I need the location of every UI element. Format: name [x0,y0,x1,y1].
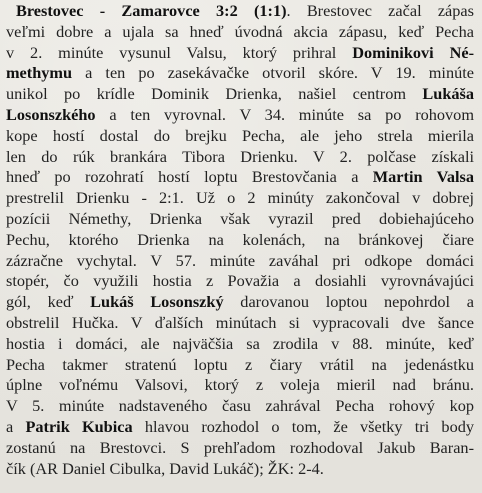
text-run: zázračne vychytal. V 57. minúte zaváhal pri odkope domáci [6,250,474,270]
article-line [6,147,474,168]
article-line [6,43,474,64]
article-line [6,334,474,355]
article-line [6,209,474,230]
text-run: pozícii Némethy, Drienka však vyrazil pred dobiehajúceho [6,208,474,228]
article-line [6,63,474,84]
text-run: v 2. minúte vysunul Valsu, ktorý prihral [6,42,353,62]
text-run: Pecha takmer stratenú loptu z čiary vrátil na jedenástku [6,354,474,374]
text-run: úplne voľnému Valsovi, ktorý z voleja mieril nad bránu. [6,375,474,395]
match-report-article [6,1,474,479]
text-run: Pechu, ktorého Drienka na kolenách, na bránkovej čiare [6,229,474,249]
text-run: V 5. minúte nadstaveného času zahrával Pecha rohový kop [6,396,474,416]
text-run: veľmi dobre a ujala sa hneď úvodná akcia zápasu, keď Pecha [6,21,474,41]
article-line [6,313,474,334]
text-run: hlavou rozhodol o tom, že všetky tri body [132,416,474,436]
bold-name-run: Lukáš Losonszký [90,292,224,312]
bold-name-run: Losonszkého [6,104,96,124]
text-run: obstrelil Hučka. V ďalších minútach si vypracovali dve šance [6,312,474,332]
article-line [6,459,474,480]
bold-name-run: Lukáša [422,84,474,104]
text-run: stopér, čo využili hostia z Považia a dosiahli vyrovnávajúci [6,271,474,291]
article-line [6,271,474,292]
article-line [6,84,474,105]
text-run: a [6,416,26,436]
bold-name-run: Dominikovi Né- [352,42,474,62]
text-run: hostia i domáci, ale najväčšia sa zrodila v 88. minúte, keď [6,333,474,353]
article-line [6,167,474,188]
article-line [6,230,474,251]
article-line [6,417,474,438]
text-run: darovanou loptou nepohrdol a [223,292,474,312]
article-line [6,105,474,126]
text-run: hneď po rozohratí hostí loptu Brestovčania a [6,167,373,187]
bold-name-run: methymu [6,63,73,83]
text-run: unikol po krídle Dominik Drienka, našiel centrom [6,84,423,104]
article-line [6,251,474,272]
text-run: len do rúk brankára Tibora Drienku. V 2. polčase získali [6,146,474,166]
article-line [6,188,474,209]
article-line [6,438,474,459]
bold-name-run: Brestovec - Zamarovce 3:2 (1:1) [16,1,287,20]
text-run: . Brestovec začal zápas [286,1,474,20]
text-run: a ten po zasekávačke otvoril skóre. V 19. minúte [72,63,474,83]
bold-name-run: Martin Valsa [372,167,474,187]
article-line [6,375,474,396]
article-line [6,396,474,417]
bold-name-run: Patrik Kubica [25,416,133,436]
article-line [6,355,474,376]
article-line [6,292,474,313]
text-run: prestrelil Drienku - 2:1. Už o 2 minúty zakončoval v dobrej [6,188,474,208]
text-run: kope hostí dostal do brejku Pecha, ale jeho strela mierila [6,125,474,145]
article-line [6,126,474,147]
article-line [6,22,474,43]
text-run: a ten vyrovnal. V 34. minúte sa po rohovom [95,104,474,124]
text-run: zostanú na Brestovci. S prehľadom rozhodoval Jakub Baran- [6,437,474,457]
text-run: gól, keď [6,292,91,312]
article-line [6,1,474,22]
text-run: čík (AR Daniel Cibulka, David Lukáč); ŽK: 2-4. [6,458,324,478]
